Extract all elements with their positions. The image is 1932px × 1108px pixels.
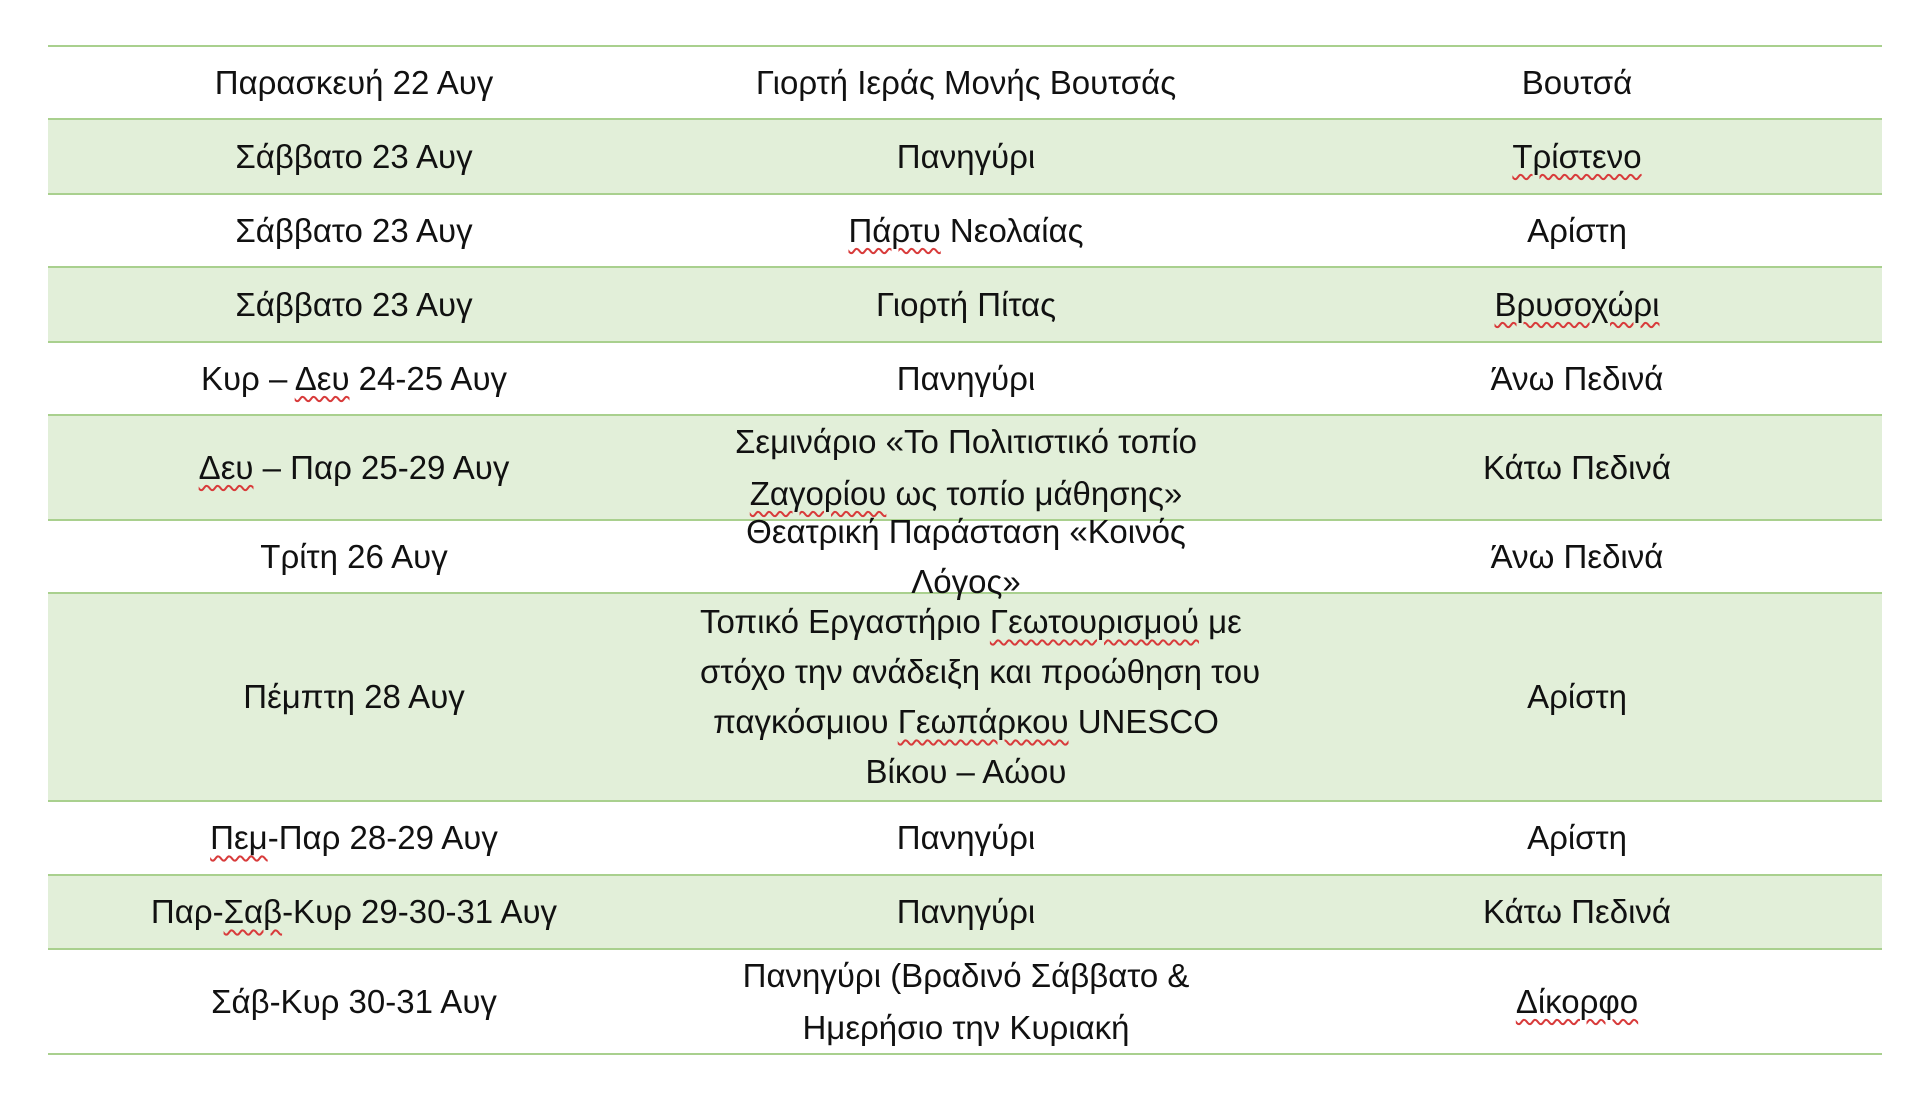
date-text-part: Δευ	[294, 359, 350, 397]
place-cell: Βουτσά	[1521, 63, 1633, 101]
table-row	[48, 802, 1882, 876]
date-cell	[48, 354, 660, 404]
date-cell: Σάββατο 23 Αυγ	[235, 137, 473, 175]
event-cell	[660, 206, 1272, 256]
date-text-part: – Παρ 25-29 Αυγ	[253, 448, 510, 486]
place-cell	[1272, 132, 1882, 182]
date-text-part: Παρ-	[150, 893, 224, 930]
date-cell: Σάβ-Κυρ 30-31 Αυγ	[211, 982, 497, 1020]
table-row	[48, 594, 1882, 802]
table-row	[48, 195, 1882, 268]
place-cell: Κάτω Πεδινά	[1482, 448, 1671, 486]
date-cell: Παρασκευή 22 Αυγ	[214, 63, 494, 101]
event-text-part: με	[1198, 603, 1242, 640]
table-row	[48, 47, 1882, 120]
date-cell	[48, 443, 660, 493]
date-cell: Σάββατο 23 Αυγ	[235, 211, 473, 249]
place-text: Βρυσοχώρι	[1494, 285, 1660, 323]
event-text-part: UNESCO	[1068, 703, 1219, 740]
event-cell: Γιορτή Ιεράς Μονής Βουτσάς	[755, 63, 1177, 101]
date-text-part: Σαβ	[223, 893, 283, 930]
table-row	[48, 416, 1882, 521]
event-line: στόχο την ανάδειξη και προώθηση του	[700, 653, 1261, 690]
event-text-part: Τοπικό Εργαστήριο	[700, 603, 990, 640]
event-text-part: παγκόσμιου	[713, 703, 898, 740]
event-line	[700, 597, 1242, 647]
event-text-part: Ζαγορίου	[749, 474, 887, 512]
place-cell	[1272, 280, 1882, 330]
place-cell: Αρίστη	[1527, 819, 1627, 856]
date-text-part: 24-25 Αυγ	[349, 359, 507, 397]
event-text-part: Νεολαίας	[940, 211, 1084, 249]
event-cell: Πανηγύρι	[896, 359, 1036, 397]
table-row	[48, 950, 1882, 1055]
place-cell: Άνω Πεδινά	[1490, 537, 1664, 575]
date-text-part: Κυρ –	[201, 359, 295, 397]
date-text-part: -Κυρ 29-30-31 Αυγ	[282, 893, 558, 930]
place-cell: Αρίστη	[1527, 211, 1627, 249]
event-text-part: Πάρτυ	[848, 211, 941, 249]
place-text: Τρίστενο	[1512, 137, 1642, 175]
event-line: Πανηγύρι (Βραδινό Σάββατο &	[742, 956, 1190, 994]
date-cell: Τρίτη 26 Αυγ	[260, 537, 448, 575]
event-line: Ημερήσιο την Κυριακή	[802, 1008, 1130, 1046]
event-cell: Πανηγύρι	[896, 893, 1036, 930]
event-cell: Θεατρική Παράσταση «Κοινός Λόγος»	[746, 512, 1186, 600]
event-line: Βίκου – Αώου	[865, 753, 1067, 790]
event-line: Σεμινάριο «Το Πολιτιστικό τοπίο	[734, 422, 1198, 460]
event-cell: Πανηγύρι	[896, 819, 1036, 856]
date-text-part: Πεμ	[210, 819, 268, 856]
event-cell: Πανηγύρι	[896, 137, 1036, 175]
table-row	[48, 120, 1882, 195]
event-cell	[660, 416, 1272, 520]
event-cell	[660, 950, 1272, 1054]
date-text-part: -Παρ 28-29 Αυγ	[267, 819, 498, 856]
place-cell: Αρίστη	[1527, 678, 1627, 715]
event-cell: Γιορτή Πίτας	[875, 285, 1057, 323]
event-cell	[660, 597, 1272, 797]
table-row	[48, 268, 1882, 343]
table-row	[48, 343, 1882, 416]
place-cell	[1272, 977, 1882, 1027]
date-cell	[48, 887, 660, 937]
events-table	[48, 45, 1882, 1055]
event-text-part: ως τοπίο μάθησης»	[886, 474, 1183, 512]
table-row	[48, 512, 1882, 600]
event-text-part: Γεωπάρκου	[897, 703, 1069, 740]
place-cell: Άνω Πεδινά	[1490, 359, 1664, 397]
date-cell: Σάββατο 23 Αυγ	[235, 285, 473, 323]
event-line	[700, 697, 1232, 747]
place-text: Δίκορφο	[1515, 982, 1639, 1020]
date-cell	[48, 813, 660, 863]
date-cell: Πέμπτη 28 Αυγ	[243, 678, 465, 715]
date-text-part: Δευ	[198, 448, 254, 486]
table-row	[48, 876, 1882, 950]
event-text-part: Γεωτουρισμού	[989, 603, 1199, 640]
place-cell: Κάτω Πεδινά	[1482, 893, 1671, 930]
